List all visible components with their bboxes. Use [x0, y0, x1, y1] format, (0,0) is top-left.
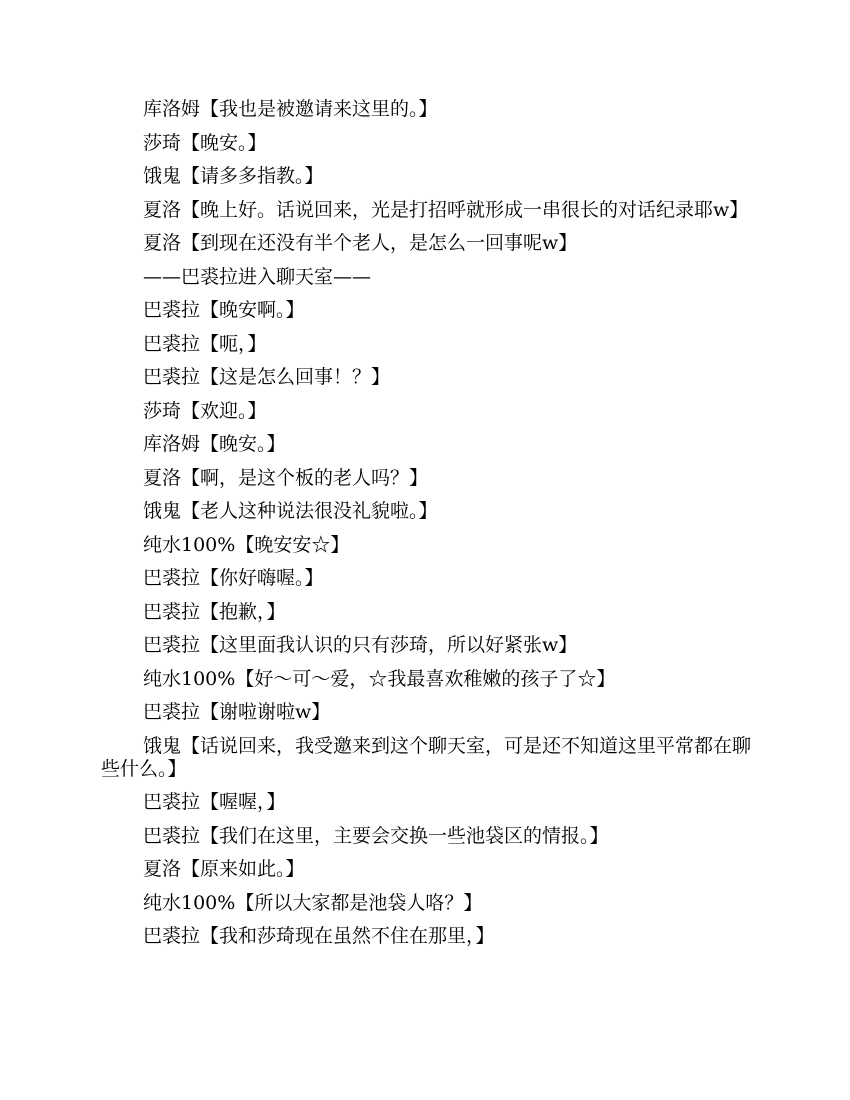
transcript-line: 巴裘拉【呃，】	[143, 332, 267, 355]
transcript-line: 巴裘拉【我们在这里，主要会交换一些池袋区的情报。】	[143, 824, 609, 847]
transcript-line: 库洛姆【晚安。】	[143, 433, 286, 455]
transcript-line: 纯水100%【晚安安☆】	[143, 533, 350, 556]
transcript-line: 夏洛【到现在还没有半个老人，是怎么一回事呢w】	[143, 232, 578, 254]
transcript-line: 夏洛【啊，是这个板的老人吗？】	[143, 466, 429, 489]
transcript-line: 夏洛【晚上好。话说回来，光是打招呼就形成一串很长的对话纪录耶w】	[143, 198, 749, 221]
transcript-line: 巴裘拉【我和莎琦现在虽然不住在那里，】	[143, 925, 495, 947]
transcript-line: 纯水100%【所以大家都是池袋人咯？】	[143, 891, 483, 914]
transcript-line: 巴裘拉【抱歉，】	[143, 600, 286, 623]
transcript-line: 饿鬼【话说回来，我受邀来到这个聊天室，可是还不知道这里平常都在聊些什么。】	[101, 734, 752, 780]
transcript-line: 巴裘拉【晚安啊。】	[143, 299, 305, 321]
chat-transcript	[101, 98, 751, 959]
transcript-line: 巴裘拉【喔喔，】	[143, 791, 286, 813]
transcript-line: ——巴裘拉进入聊天室——	[143, 265, 372, 288]
transcript-line: 巴裘拉【谢啦谢啦w】	[143, 701, 331, 723]
transcript-line: 巴裘拉【这里面我认识的只有莎琦，所以好紧张w】	[143, 634, 578, 656]
transcript-line: 夏洛【原来如此。】	[143, 858, 305, 880]
transcript-line: 巴裘拉【你好嗨喔。】	[143, 567, 324, 589]
transcript-line: 库洛姆【我也是被邀请来这里的。】	[143, 98, 438, 120]
transcript-line: 饿鬼【老人这种说法很没礼貌啦。】	[143, 500, 438, 522]
transcript-line: 巴裘拉【这是怎么回事！？】	[143, 366, 391, 388]
transcript-line: 纯水100%【好～可～爱，☆我最喜欢稚嫩的孩子了☆】	[143, 667, 616, 690]
transcript-line: 莎琦【欢迎。】	[143, 399, 267, 422]
transcript-line: 莎琦【晚安。】	[143, 131, 267, 154]
transcript-line: 饿鬼【请多多指教。】	[143, 165, 324, 187]
